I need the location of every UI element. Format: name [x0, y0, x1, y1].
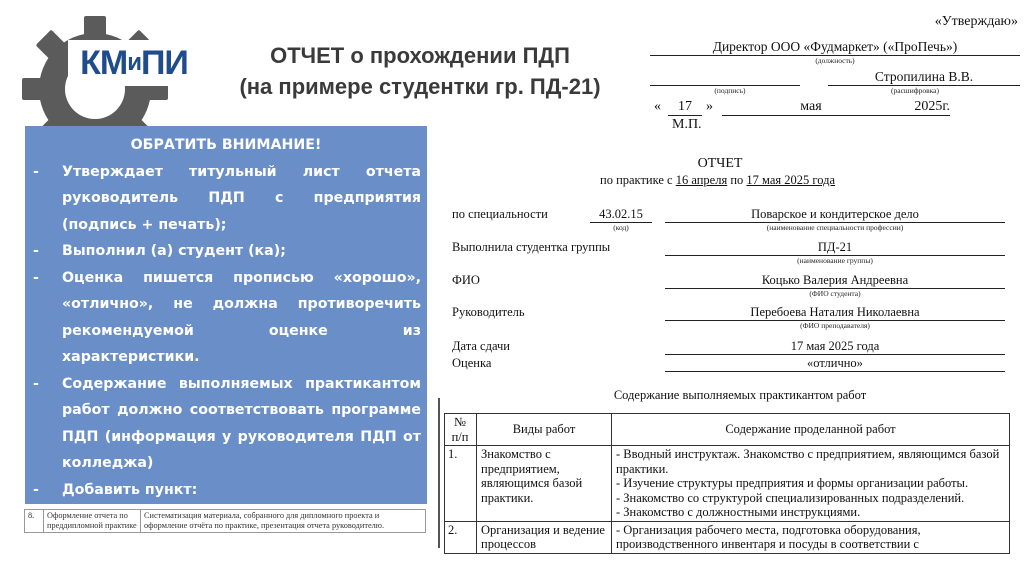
specialty-caption: (наименование специальности профессии): [766, 223, 904, 232]
supervisor-label: Руководитель: [452, 305, 525, 319]
header-content: Содержание проделанной работ: [612, 414, 1010, 446]
added-item-snippet: [24, 509, 426, 549]
notice-item-text: Оценка пишется прописью «хорошо», «отлично», не должна противоречить рекомендуемой оценке из характеристики.: [62, 269, 421, 365]
notice-item: [31, 265, 421, 371]
notice-title: ОБРАТИТЬ ВНИМАНИЕ!: [130, 137, 322, 153]
notice-dash: -: [33, 481, 39, 498]
row-content: [612, 446, 1010, 522]
supervisor-value: Перебоева Наталия Николаевна: [665, 305, 1005, 321]
supervisor-caption: (ФИО преподавателя): [800, 321, 870, 330]
notice-item: [31, 238, 421, 265]
fio-caption: (ФИО студента): [809, 289, 861, 298]
fio-value: Коцько Валерия Андреевна: [665, 273, 1005, 289]
notice-item: [31, 159, 421, 239]
table-row: [445, 521, 1010, 553]
slide-title: [215, 40, 625, 102]
specialty-code: 43.02.15: [590, 207, 652, 223]
row-type: Организация и ведение процессов: [477, 521, 612, 553]
row-num: 2.: [445, 521, 477, 553]
stamp-label: М.П.: [672, 117, 702, 132]
notice-dash: -: [33, 163, 39, 180]
code-caption: (код): [613, 223, 629, 232]
date-label: Дата сдачи: [452, 339, 510, 353]
notice-dash: -: [33, 375, 39, 392]
report-title: ОТЧЕТ: [697, 156, 743, 171]
row-content: [612, 521, 1010, 553]
logo-text-small: и: [127, 49, 141, 76]
logo-wordmark: [68, 40, 200, 86]
snippet-num: 8.: [25, 510, 44, 533]
group-caption: (наименование группы): [797, 256, 873, 265]
date-quote-close: »: [706, 99, 713, 114]
snippet-content: Систематизация материала, собранного для дипломного проекта и оформление отчёта по практике, презентация отчета руководителю.: [141, 510, 426, 533]
snippet-row: [25, 510, 426, 533]
fio-label: ФИО: [452, 273, 480, 287]
notice-dash: -: [33, 243, 39, 259]
content-line: - Вводный инструктаж. Знакомство с предприятием, являющимся базой практики.: [616, 447, 1000, 476]
slide-title-line2: (на примере студентки гр. ПД-21): [239, 74, 601, 99]
date-value: 17 мая 2025 года: [665, 339, 1005, 355]
notice-item-text: Добавить пункт:: [62, 481, 198, 498]
logo-text-end: ПИ: [140, 43, 188, 82]
approval-month: мая: [722, 98, 900, 116]
notice-dash: -: [33, 269, 39, 286]
notice-panel: [25, 126, 427, 504]
period-start: 16 апреля: [675, 173, 728, 187]
specialty-name: Поварское и кондитерское дело: [665, 207, 1005, 223]
decoding-caption: (расшифровка): [891, 86, 939, 95]
approval-day: 17: [668, 98, 702, 116]
notice-item: [31, 371, 421, 477]
content-line: - Знакомство с должностными инструкциями.: [616, 505, 861, 519]
work-table: [444, 413, 1010, 554]
position-caption: (должность): [815, 56, 855, 65]
signature-caption: (подпись): [714, 86, 746, 95]
signature-line: [650, 68, 800, 86]
slide-title-line1: ОТЧЕТ о прохождении ПДП: [270, 43, 570, 68]
content-line: - Знакомство со структурой специализированных подразделений.: [616, 490, 965, 505]
director-position: Директор ООО «Фудмаркет» («ПроПечь»): [650, 38, 1020, 56]
content-line: - Изучение структуры предприятия и формы организации работы.: [616, 476, 969, 490]
grade-label: Оценка: [452, 356, 492, 370]
period-end: 17 мая 2025 года: [746, 173, 836, 187]
notice-item-text: Утверждает титульный лист отчета руководитель ПДП с предприятия (подпись + печать);: [62, 163, 421, 233]
work-table-header: [445, 414, 1010, 446]
notice-item-text: Содержание выполняемых практикантом работ должно соответствовать программе ПДП (информация у руководителя ПДП от колледжа): [62, 375, 421, 471]
row-type: Знакомство с предприятием, являющимся базой практики.: [477, 446, 612, 522]
table-row: [445, 446, 1010, 522]
approval-year: 2025г.: [900, 98, 950, 116]
notice-item-text: Выполнил (а) студент (ка);: [62, 243, 286, 259]
date-quote-open: «: [654, 99, 661, 114]
specialty-label: по специальности: [452, 207, 548, 221]
scan-edge-mark: [438, 398, 440, 548]
group-value: ПД-21: [665, 240, 1005, 256]
row-num: 1.: [445, 446, 477, 522]
period-prefix: по практике с: [600, 173, 673, 187]
group-label: Выполнила студентка группы: [452, 240, 611, 254]
report-period: [600, 173, 900, 188]
notice-item: [31, 477, 421, 504]
work-table-caption: Содержание выполняемых практикантом работ: [613, 388, 867, 402]
snippet-type: Оформление отчета по преддипломной практике: [44, 510, 141, 533]
logo-text-main: КМ: [80, 43, 128, 82]
signer-name: Стропилина В.В.: [828, 68, 1020, 86]
content-line: - Организация рабочего места, подготовка оборудования, производственного инвентаря и посуды в соответствии с: [616, 522, 921, 551]
header-type: Виды работ: [477, 414, 612, 446]
header-num: № п/п: [445, 414, 477, 446]
grade-value: «отлично»: [665, 356, 1005, 372]
approve-label: «Утверждаю»: [934, 14, 1018, 29]
snippet-table: [24, 509, 426, 533]
period-mid: по: [730, 173, 744, 187]
